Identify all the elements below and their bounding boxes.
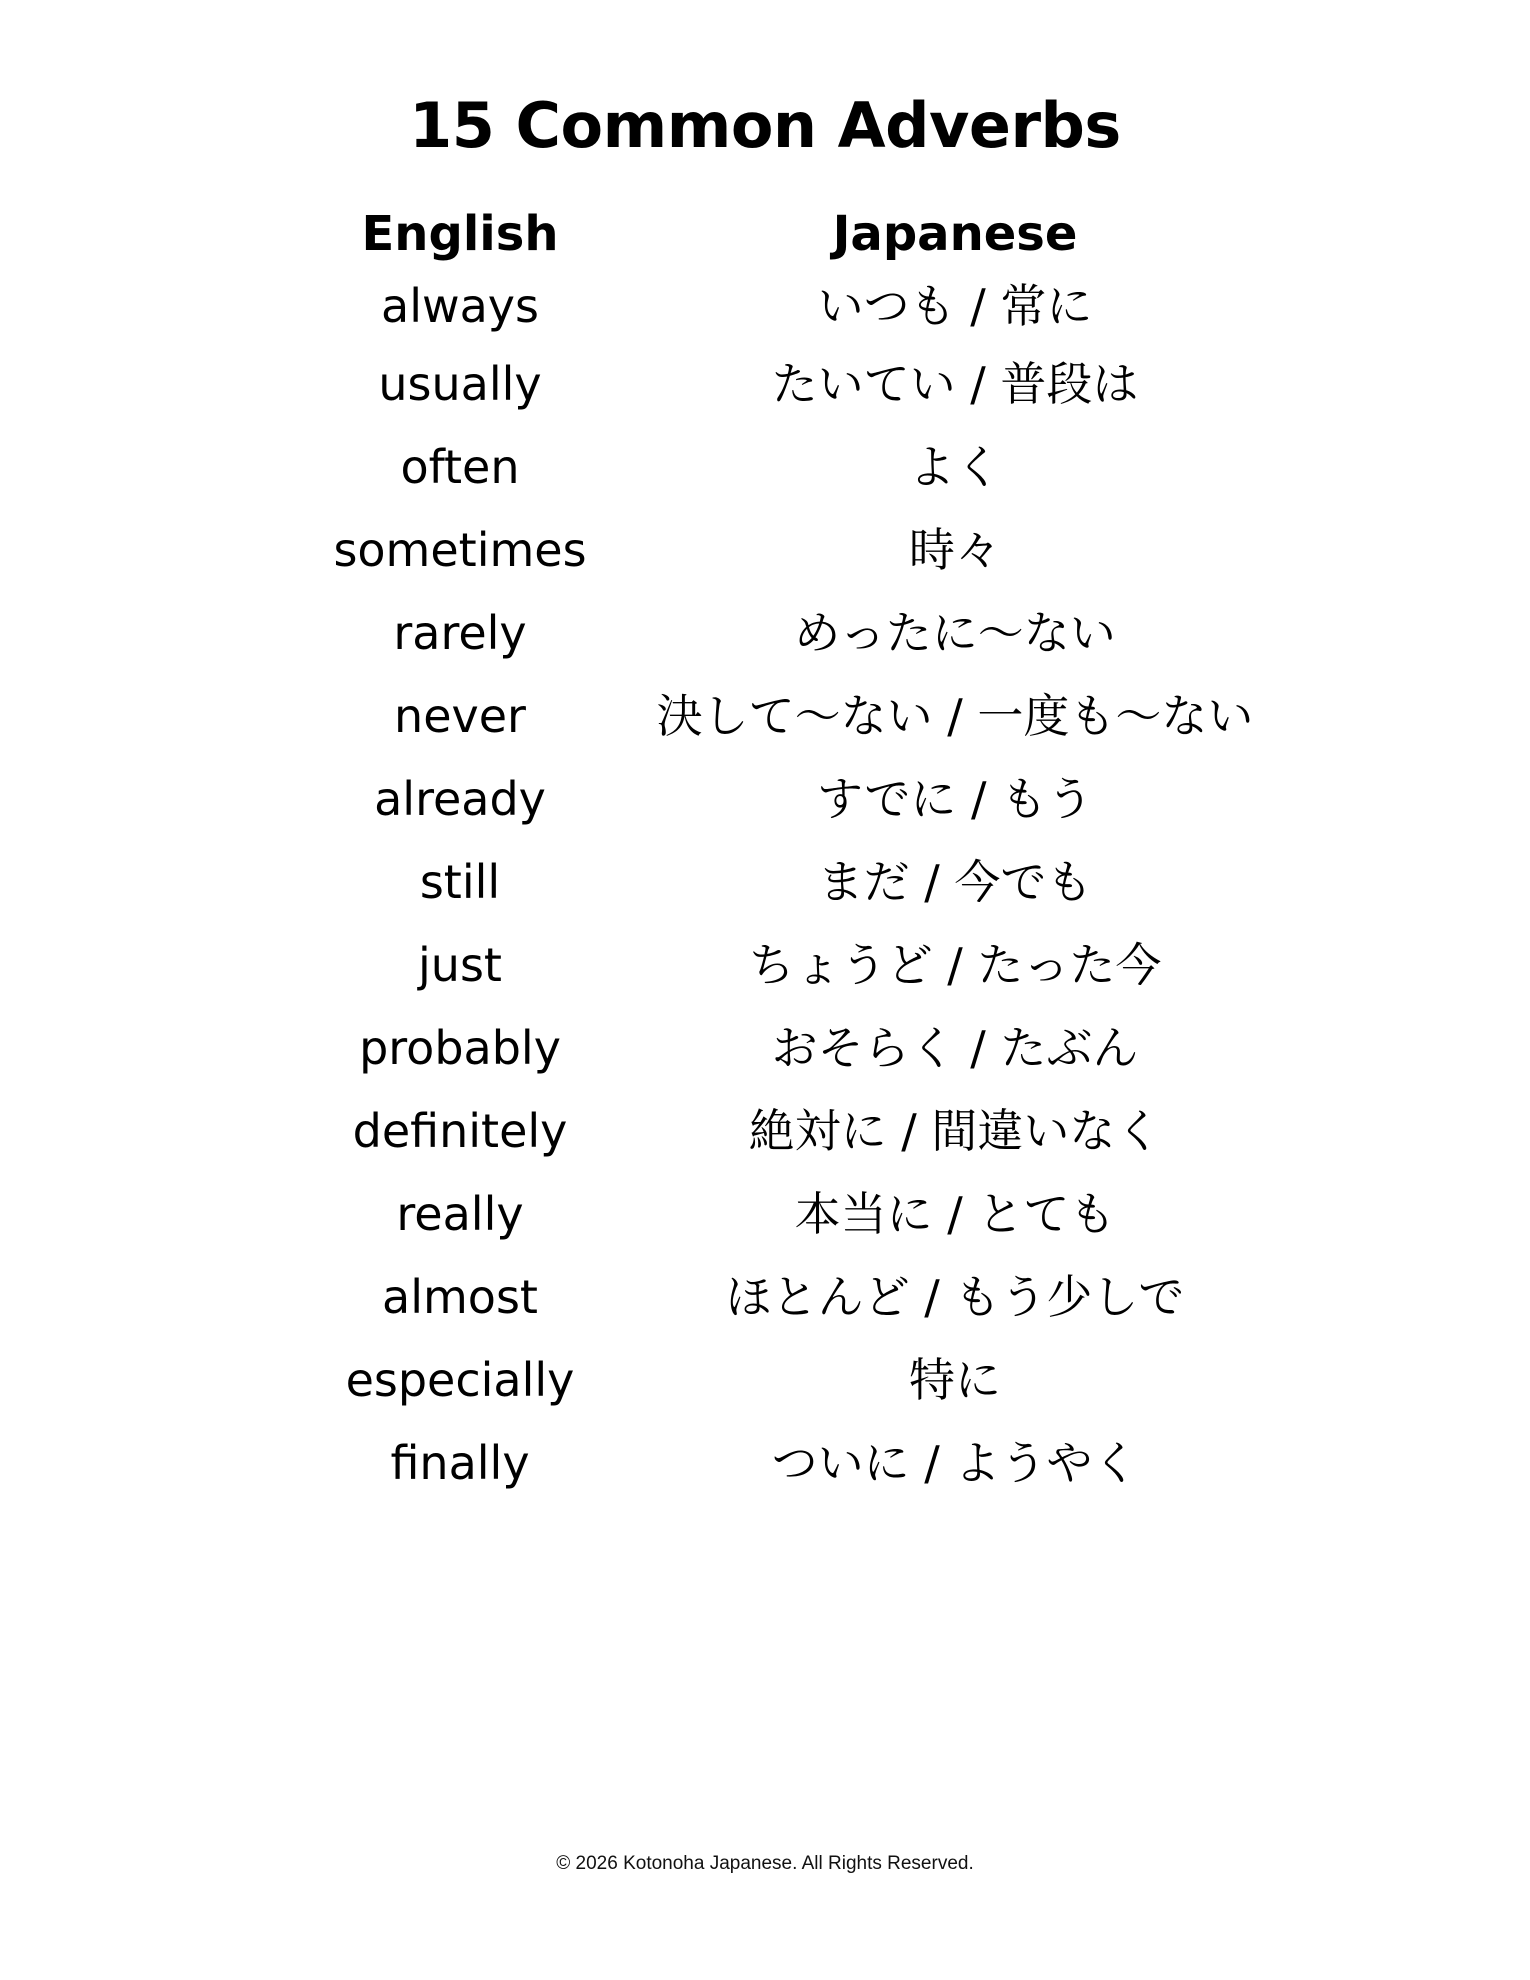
table-row <box>0 1422 1530 1505</box>
english-cell: still <box>419 855 501 909</box>
table-row <box>0 1339 1530 1422</box>
english-cell: already <box>374 772 546 826</box>
japanese-cell: たいてい / 普段は <box>771 357 1139 411</box>
page-title: 15 Common Adverbs <box>409 89 1121 162</box>
table-body <box>0 270 1530 1505</box>
column-header-english: English <box>361 206 559 262</box>
japanese-cell: すでに / もう <box>816 772 1094 826</box>
table-row <box>0 270 1530 343</box>
table-row <box>0 1256 1530 1339</box>
japanese-cell: めったに〜ない <box>794 606 1116 660</box>
table-row <box>0 509 1530 592</box>
table-row <box>0 343 1530 426</box>
english-cell: almost <box>382 1270 538 1324</box>
japanese-cell: まだ / 今でも <box>817 855 1093 909</box>
table-row <box>0 1007 1530 1090</box>
japanese-cell: ついに / ようやく <box>771 1436 1139 1490</box>
table-row <box>0 758 1530 841</box>
english-cell: usually <box>378 357 542 411</box>
copyright-footer: © 2026 Kotonoha Japanese. All Rights Reserved. <box>556 1853 974 1874</box>
english-cell: often <box>400 440 520 494</box>
table-row <box>0 592 1530 675</box>
japanese-cell: 時々 <box>909 523 1001 577</box>
table-header-row <box>0 198 1530 270</box>
japanese-cell: ほとんど / もう少しで <box>725 1270 1185 1324</box>
table-row <box>0 675 1530 758</box>
adverbs-table <box>0 198 1530 1505</box>
english-cell: just <box>418 938 502 992</box>
japanese-cell: ちょうど / たった今 <box>748 938 1162 992</box>
table-row <box>0 1090 1530 1173</box>
column-header-japanese: Japanese <box>832 206 1078 262</box>
english-cell: rarely <box>393 606 527 660</box>
japanese-cell: 絶対に / 間違いなく <box>748 1104 1162 1158</box>
table-row <box>0 426 1530 509</box>
english-cell: never <box>394 689 526 743</box>
table-row <box>0 1173 1530 1256</box>
japanese-cell: 決して〜ない / 一度も〜ない <box>656 689 1254 743</box>
english-cell: really <box>396 1187 524 1241</box>
english-cell: sometimes <box>333 523 587 577</box>
table-row <box>0 924 1530 1007</box>
english-cell: probably <box>359 1021 561 1075</box>
japanese-cell: いつも / 常に <box>817 279 1093 333</box>
english-cell: finally <box>390 1436 530 1490</box>
japanese-cell: 本当に / とても <box>794 1187 1116 1241</box>
japanese-cell: よく <box>909 440 1001 494</box>
english-cell: especially <box>345 1353 575 1407</box>
japanese-cell: おそらく / たぶん <box>771 1021 1139 1075</box>
english-cell: definitely <box>352 1104 568 1158</box>
english-cell: always <box>381 279 539 333</box>
table-row <box>0 841 1530 924</box>
japanese-cell: 特に <box>909 1353 1001 1407</box>
